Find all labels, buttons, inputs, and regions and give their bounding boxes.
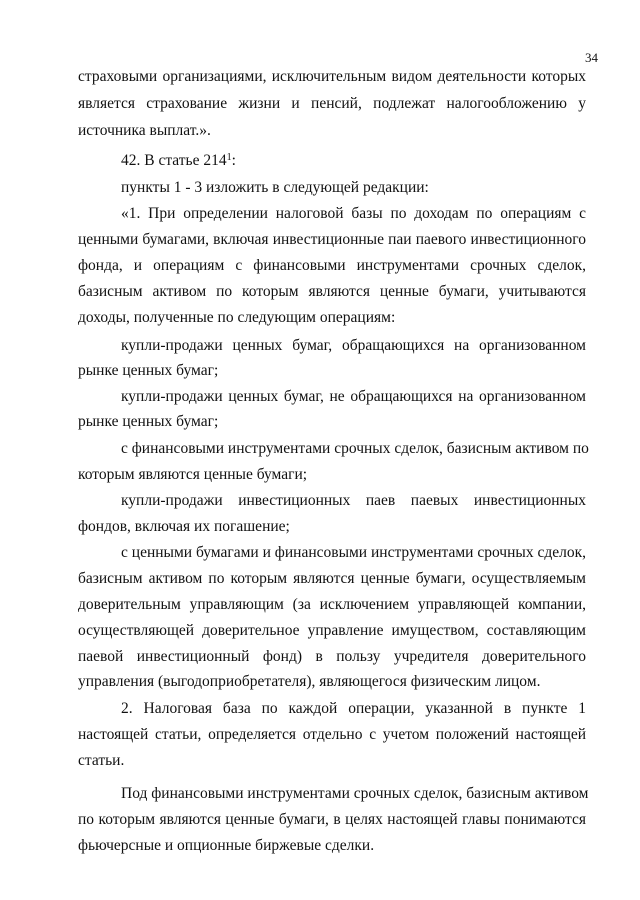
text-line: по которым являются ценные бумаги, в целях настоящей главы понимаются [78,811,586,828]
text-line: базисным активом по которым являются ценные бумаги, осуществляемым [78,570,586,587]
text-line: с финансовыми инструментами срочных сделок, базисным активом по [121,440,589,457]
text-line: рынке ценных бумаг; [78,362,219,379]
text-line: 2. Налоговая база по каждой операции, указанной в пункте 1 [121,700,586,717]
text-line: доверительным управляющим (за исключением управляющей компании, [78,596,586,613]
article-heading-text: 42. В статье 214 [121,152,227,169]
text-line: статьи. [78,752,125,769]
text-line: фьючерсные и опционные биржевые сделки. [78,837,375,854]
page-number: 34 [585,50,598,65]
article-superscript: 1 [226,152,232,163]
text-line: базисным активом по которым являются ценные бумаги, учитываются [78,283,586,300]
text-line: с ценными бумагами и финансовыми инструментами срочных сделок, [121,544,586,561]
text-line: «1. При определении налоговой базы по доходам по операциям с [121,205,586,222]
article-heading-colon: : [231,152,236,169]
text-line: фонда, и операциям с финансовыми инструментами срочных сделок, [78,257,586,274]
text-line: управления (выгодоприобретателя), являющегося физическим лицом. [78,673,541,690]
text-line: купли-продажи ценных бумаг, не обращающихся на организованном [121,388,586,405]
text-line: страховыми организациями, исключительным видом деятельности которых [78,68,586,85]
text-line: паевой инвестиционный фонд) в пользу учредителя доверительного [78,648,586,665]
text-line: пункты 1 - 3 изложить в следующей редакции: [121,179,429,196]
text-line: источника выплат.». [78,122,211,139]
text-line: купли-продажи инвестиционных паев паевых инвестиционных [121,492,586,509]
article-heading [121,151,236,171]
text-line: настоящей статьи, определяется отдельно с учетом положений настоящей [78,726,586,743]
text-line: рынке ценных бумаг; [78,413,219,430]
text-line: является страхование жизни и пенсий, подлежат налогообложению у [78,95,586,112]
text-line: ценными бумагами, включая инвестиционные паи паевого инвестиционного [78,231,586,248]
text-line: осуществляющей доверительное управление имуществом, составляющим [78,622,586,639]
text-line: которым являются ценные бумаги; [78,466,308,483]
text-line: Под финансовыми инструментами срочных сделок, базисным активом [121,785,589,802]
text-line: доходы, полученные по следующим операциям: [78,309,396,326]
text-line: фондов, включая их погашение; [78,518,290,535]
text-line: купли-продажи ценных бумаг, обращающихся на организованном [121,337,586,354]
